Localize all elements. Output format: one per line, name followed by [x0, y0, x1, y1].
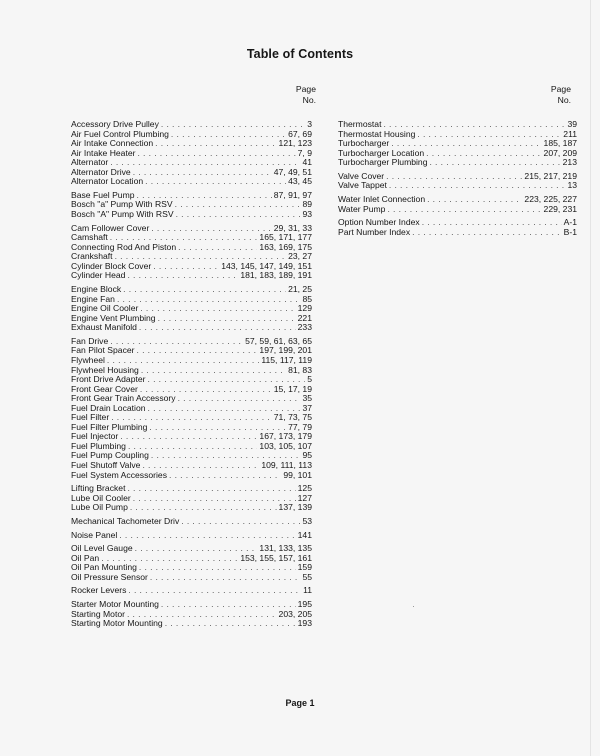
toc-entry-pages: 131, 133, 135	[259, 543, 312, 554]
toc-entry-title: Starting Motor	[71, 608, 125, 619]
dot-leader	[133, 494, 296, 504]
toc-entry	[71, 471, 312, 481]
toc-entry-pages: 43, 45	[288, 176, 312, 187]
dot-leader	[123, 285, 286, 295]
toc-entry-pages: 115, 117, 119	[261, 354, 312, 365]
toc-entry-title: Oil Level Gauge	[71, 543, 133, 554]
dot-leader	[130, 503, 277, 513]
dot-leader	[128, 586, 301, 596]
scan-speck	[413, 606, 414, 607]
dot-leader	[161, 120, 305, 130]
left-toc-column	[71, 120, 312, 633]
toc-entry-title: Water Pump	[338, 203, 386, 214]
toc-entry-pages: 193	[297, 618, 312, 629]
toc-entry-pages: 5	[307, 374, 312, 385]
toc-entry	[338, 228, 577, 238]
dot-leader	[389, 181, 566, 191]
toc-entry-pages: 203, 205	[278, 608, 312, 619]
toc-entry-pages: 35	[302, 393, 312, 404]
toc-entry-pages: 55	[302, 571, 312, 582]
dot-leader	[153, 262, 219, 272]
toc-entry-title: Oil Pan	[71, 552, 100, 563]
toc-entry-title: Cylinder Block Cover	[71, 260, 152, 271]
toc-group	[71, 191, 312, 220]
toc-entry	[71, 503, 312, 513]
toc-group	[338, 172, 577, 191]
toc-entry	[71, 210, 312, 220]
dot-leader	[158, 314, 296, 324]
toc-entry-title: Cylinder Head	[71, 270, 126, 281]
dot-leader	[117, 295, 300, 305]
dot-leader	[181, 517, 300, 527]
toc-entry-pages: 37	[302, 402, 312, 413]
dot-leader	[165, 619, 296, 629]
dot-leader	[127, 271, 238, 281]
toc-entry-pages: 127	[297, 492, 312, 503]
toc-entry-title: Front Gear Train Accessory	[71, 393, 176, 404]
toc-entry-title: Water Inlet Connection	[338, 194, 426, 205]
toc-group	[338, 195, 577, 214]
toc-entry-pages: 77, 79	[288, 421, 312, 432]
toc-entry-title: Fan Drive	[71, 335, 109, 346]
toc-entry-pages: 103, 105, 107	[259, 440, 312, 451]
toc-entry-pages: 85	[302, 293, 312, 304]
toc-entry-title: Thermostat Housing	[338, 128, 416, 139]
dot-leader	[429, 158, 560, 168]
toc-entry-title: Fuel Plumbing	[71, 440, 126, 451]
toc-entry-pages: 109, 111, 113	[261, 459, 312, 470]
toc-entry-pages: 197, 199, 201	[259, 345, 312, 356]
toc-entry-pages: 229, 231	[543, 203, 577, 214]
right-toc-column	[338, 120, 577, 241]
left-page-header-line2: No.	[302, 94, 316, 105]
toc-entry-pages: 143, 145, 147, 149, 151	[221, 260, 312, 271]
toc-entry-title: Engine Vent Plumbing	[71, 312, 156, 323]
toc-entry	[71, 531, 312, 541]
toc-entry-title: Engine Block	[71, 284, 122, 295]
dot-leader	[120, 432, 257, 442]
dot-leader	[151, 224, 271, 234]
toc-entry-pages: 81, 83	[288, 364, 312, 375]
dot-leader	[139, 323, 296, 333]
toc-entry	[338, 205, 577, 215]
toc-entry-title: Fan Pilot Spacer	[71, 345, 135, 356]
toc-entry-title: Lifting Bracket	[71, 483, 126, 494]
toc-entry-title: Oil Pressure Sensor	[71, 571, 148, 582]
toc-entry-pages: 215, 217, 219	[524, 170, 577, 181]
toc-entry-pages: 181, 183, 189, 191	[240, 270, 312, 281]
toc-group	[71, 531, 312, 541]
dot-leader	[137, 149, 295, 159]
left-page-header-line1: Page	[295, 84, 316, 94]
toc-entry-title: Thermostat	[338, 119, 382, 129]
toc-entry-pages: 95	[302, 450, 312, 461]
toc-entry-pages: 3	[307, 119, 312, 129]
toc-entry-title: Fuel System Accessories	[71, 469, 167, 480]
left-page-column-header	[262, 84, 316, 105]
toc-entry-title: Alternator Location	[71, 176, 144, 187]
toc-entry	[338, 181, 577, 191]
toc-group	[71, 285, 312, 333]
toc-entry-title: Starting Motor Mounting	[71, 618, 163, 629]
dot-leader	[176, 210, 301, 220]
toc-entry-title: Air Intake Connection	[71, 138, 154, 149]
toc-entry-title: Fuel Filter Plumbing	[71, 421, 148, 432]
dot-leader	[427, 195, 522, 205]
toc-group	[71, 120, 312, 187]
page-edge-line	[590, 0, 591, 756]
toc-entry	[71, 586, 312, 596]
toc-entry-pages: 15, 17, 19	[273, 383, 312, 394]
toc-entry-title: Engine Fan	[71, 293, 115, 304]
dot-leader	[169, 471, 281, 481]
toc-entry-title: Alternator Drive	[71, 166, 131, 177]
toc-entry-pages: 23, 27	[288, 251, 312, 262]
toc-entry-pages: 67, 69	[288, 128, 312, 139]
toc-entry-title: Alternator	[71, 157, 109, 168]
toc-group	[71, 600, 312, 629]
toc-entry-pages: 121, 123	[278, 138, 312, 149]
toc-entry-title: Fuel Drain Location	[71, 402, 146, 413]
toc-entry-title: Lube Oil Pump	[71, 502, 128, 513]
toc-entry-pages: 141	[297, 529, 312, 540]
toc-entry-title: Camshaft	[71, 232, 108, 243]
dot-leader	[412, 228, 562, 238]
toc-entry-pages: 185, 187	[543, 138, 577, 149]
toc-group	[71, 586, 312, 596]
toc-entry-title: Turbocharger Plumbing	[338, 157, 428, 168]
toc-entry-title: Flywheel	[71, 354, 105, 365]
dot-leader	[119, 531, 295, 541]
page-title: Table of Contents	[246, 47, 354, 61]
toc-entry	[71, 177, 312, 187]
toc-entry-title: Accessory Drive Pulley	[71, 119, 159, 129]
dot-leader	[161, 600, 296, 610]
toc-entry-title: Fuel Shutoff Valve	[71, 459, 141, 470]
toc-entry-pages: 39	[567, 119, 577, 129]
toc-entry-title: Part Number Index	[338, 226, 411, 237]
toc-entry-title: Engine Oil Cooler	[71, 303, 139, 314]
toc-entry-title: Oil Pan Mounting	[71, 562, 137, 573]
toc-entry-title: Crankshaft	[71, 251, 113, 262]
right-page-column-header	[520, 84, 571, 105]
toc-entry-pages: 89	[302, 199, 312, 210]
toc-entry-pages: 165, 171, 177	[259, 232, 312, 243]
toc-entry-pages: 207, 209	[543, 147, 577, 158]
toc-entry-title: Air Intake Heater	[71, 147, 136, 158]
toc-entry-title: Front Drive Adapter	[71, 374, 146, 385]
toc-entry-title: Turbocharger Location	[338, 147, 425, 158]
toc-entry-title: Valve Cover	[338, 170, 385, 181]
toc-entry-title: Fuel Injector	[71, 431, 119, 442]
toc-entry-pages: 163, 169, 175	[259, 241, 312, 252]
toc-group	[71, 517, 312, 527]
toc-entry-title: Turbocharger	[338, 138, 390, 149]
toc-entry-pages: 93	[302, 209, 312, 220]
dot-leader	[171, 130, 286, 140]
toc-group	[71, 224, 312, 281]
dot-leader	[139, 563, 296, 573]
toc-entry-title: Exhaust Manifold	[71, 322, 137, 333]
toc-entry-pages: 21, 25	[288, 284, 312, 295]
toc-entry-pages: 159	[297, 562, 312, 573]
toc-entry-title: Option Number Index	[338, 217, 420, 228]
toc-entry-pages: 129	[297, 303, 312, 314]
toc-entry-pages: 153, 155, 157, 161	[240, 552, 312, 563]
toc-entry-pages: 167, 173, 179	[259, 431, 312, 442]
toc-entry-pages: 7, 9	[297, 147, 312, 158]
toc-entry-pages: 137, 139	[278, 502, 312, 513]
toc-entry-pages: A-1	[563, 217, 577, 228]
toc-group	[338, 218, 577, 237]
toc-entry-title: Cam Follower Cover	[71, 222, 150, 233]
dot-leader	[150, 573, 301, 583]
right-page-header-line1: Page	[550, 84, 571, 94]
toc-entry-pages: 41	[302, 157, 312, 168]
toc-entry-pages: B-1	[563, 226, 577, 237]
toc-entry-title: Front Gear Cover	[71, 383, 138, 394]
toc-entry-pages: 47, 49, 51	[273, 166, 312, 177]
toc-entry-title: Starter Motor Mounting	[71, 599, 159, 610]
dot-leader	[110, 158, 300, 168]
toc-entry-pages: 11	[303, 585, 312, 596]
dot-leader	[426, 149, 541, 159]
toc-entry-pages: 221	[297, 312, 312, 323]
toc-entry-title: Mechanical Tachometer Driv	[71, 515, 180, 526]
toc-entry	[71, 323, 312, 333]
toc-entry-pages: 211	[563, 128, 577, 139]
dot-leader	[137, 346, 258, 356]
toc-entry-pages: 195	[297, 599, 312, 610]
toc-entry-title: Air Fuel Control Plumbing	[71, 128, 169, 139]
toc-group	[338, 120, 577, 168]
toc-entry	[338, 158, 577, 168]
toc-entry	[71, 619, 312, 629]
toc-entry-title: Rocker Levers	[71, 585, 127, 596]
dot-leader	[417, 130, 561, 140]
dot-leader	[133, 168, 272, 178]
toc-entry-pages: 87, 91, 97	[273, 189, 312, 200]
toc-entry-title: Bosch "a" Pump With RSV	[71, 199, 173, 210]
toc-entry-title: Bosch "A" Pump With RSV	[71, 209, 174, 220]
toc-entry-title: Flywheel Housing	[71, 364, 139, 375]
toc-group	[71, 484, 312, 513]
right-page-header-line2: No.	[557, 94, 571, 105]
toc-entry-title: Lube Oil Cooler	[71, 492, 131, 503]
page-number-footer: Page 1	[285, 698, 315, 708]
toc-entry-title: Valve Tappet	[338, 180, 387, 191]
dot-leader	[178, 394, 301, 404]
dot-leader	[386, 172, 522, 182]
toc-entry-pages: 13	[567, 180, 577, 191]
toc-entry-title: Fuel Pump Coupling	[71, 450, 149, 461]
toc-entry-pages: 53	[302, 515, 312, 526]
toc-entry	[71, 271, 312, 281]
toc-entry-title: Noise Panel	[71, 529, 118, 540]
toc-entry-title: Fuel Filter	[71, 412, 110, 423]
toc-group	[71, 337, 312, 480]
dot-leader	[175, 200, 301, 210]
toc-entry-title: Connecting Rod And Piston	[71, 241, 177, 252]
dot-leader	[387, 205, 541, 215]
toc-entry-pages: 223, 225, 227	[524, 194, 577, 205]
toc-entry-pages: 213	[562, 157, 577, 168]
toc-entry-title: Base Fuel Pump	[71, 189, 135, 200]
dot-leader	[140, 304, 295, 314]
toc-group	[71, 544, 312, 582]
dot-leader	[135, 544, 258, 554]
toc-entry-pages: 71, 73, 75	[273, 412, 312, 423]
toc-entry	[71, 573, 312, 583]
toc-entry-pages: 29, 31, 33	[273, 222, 312, 233]
dot-leader	[141, 366, 286, 376]
dot-leader	[178, 243, 257, 253]
toc-entry-pages: 99, 101	[283, 469, 312, 480]
toc-entry-pages: 57, 59, 61, 63, 65	[245, 335, 312, 346]
dot-leader	[422, 218, 562, 228]
dot-leader	[127, 484, 295, 494]
dot-leader	[155, 139, 276, 149]
toc-entry-pages: 125	[297, 483, 312, 494]
dot-leader	[145, 177, 286, 187]
toc-entry	[71, 517, 312, 527]
toc-entry-pages: 233	[297, 322, 312, 333]
